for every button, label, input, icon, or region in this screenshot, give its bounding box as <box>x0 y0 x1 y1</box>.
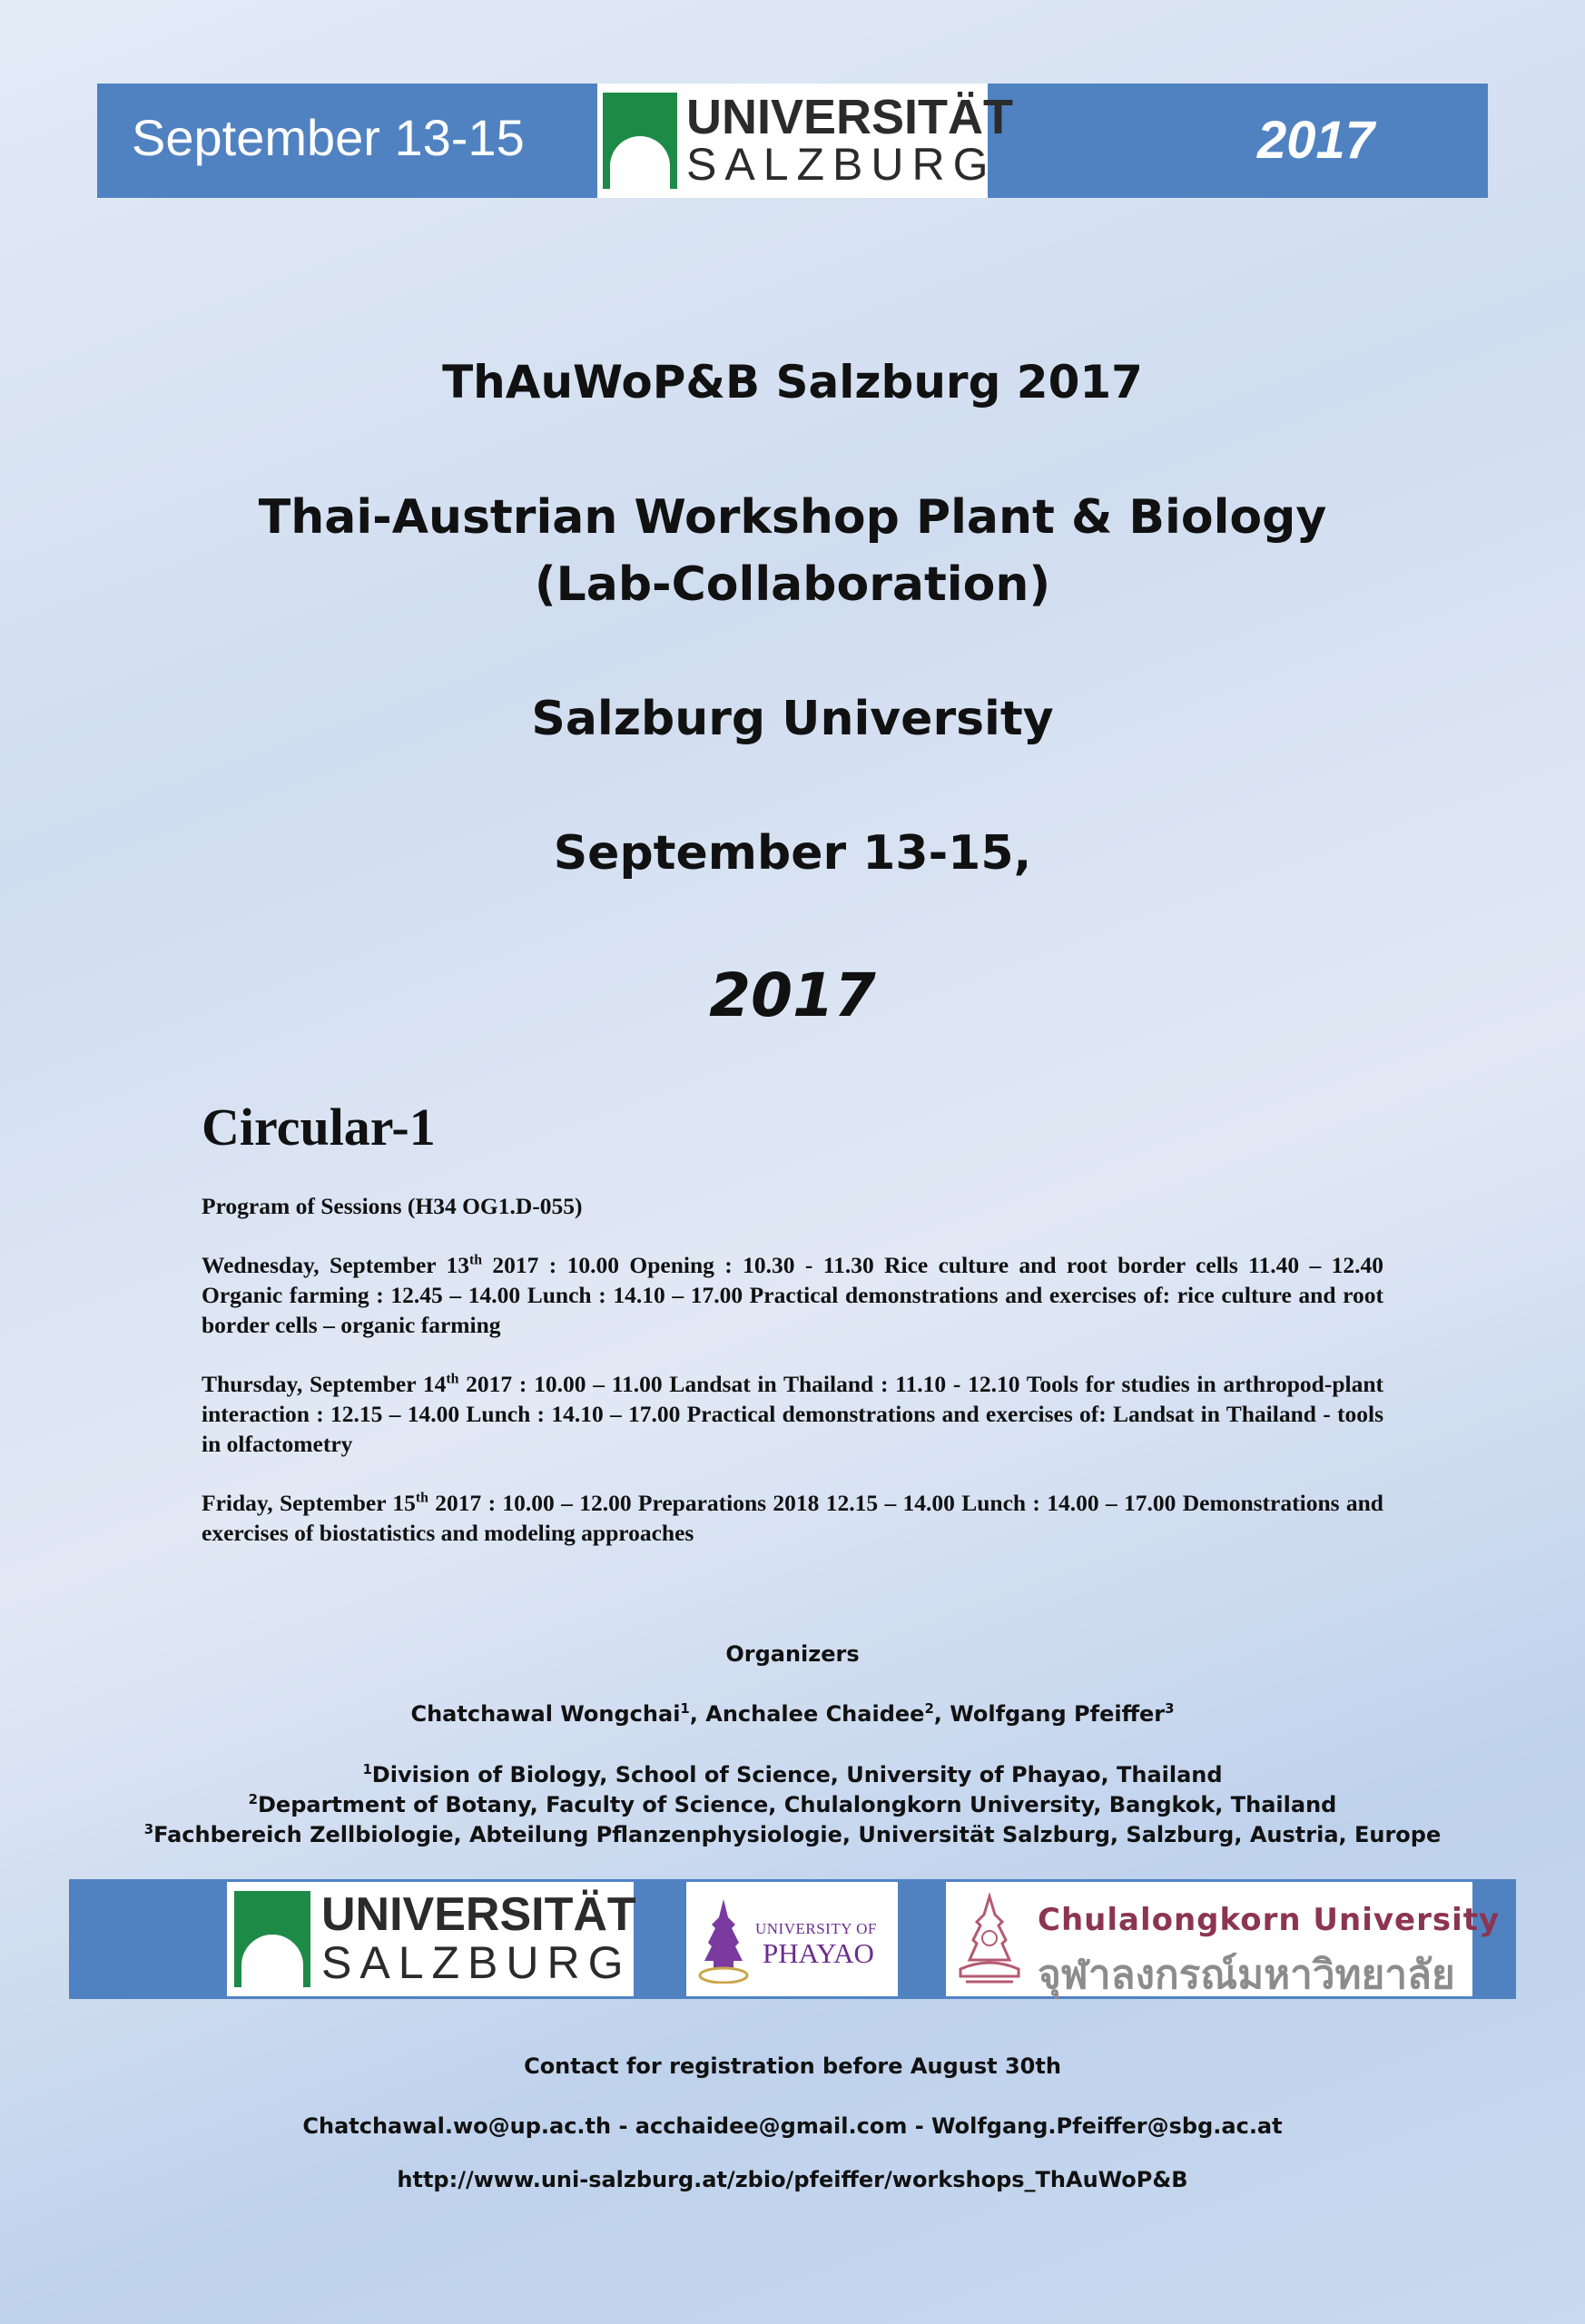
circular-heading: Circular-1 <box>202 1098 436 1157</box>
program-heading: Program of Sessions (H34 OG1.D-055) <box>202 1193 583 1219</box>
salzburg-logo-line1: UNIVERSITÄT <box>686 90 1014 144</box>
salzburg-logo-line1: UNIVERSITÄT <box>321 1888 636 1941</box>
event-year: 2017 <box>709 960 876 1030</box>
phayao-emblem-icon <box>695 1897 752 1984</box>
salzburg-logo-top <box>597 84 1014 198</box>
affiliation-1: $^1$Division of Biology, School of Science, University of Phayao, Thailand <box>362 1761 1223 1787</box>
organizers-names: Chatchawal Wongchai$^1$, Anchalee Chaidee$^2$, Wolfgang Pfeiffer$^3$ <box>410 1700 1175 1727</box>
contact-heading: Contact for registration before August 30th <box>524 2053 1061 2079</box>
organizers-heading: Organizers <box>725 1641 860 1667</box>
session-friday: Friday, September 15th 2017 : 10.00 – 12.00 Preparations 2018 12.15 – 14.00 Lunch : 14.00 – 17.00 Demonstrations and exercises of biostatistics and modeling approaches <box>202 1490 1383 1546</box>
venue-title: Salzburg University <box>531 692 1054 746</box>
event-acronym: ThAuWoP&B Salzburg 2017 <box>442 356 1143 409</box>
phayao-logo-line2: PHAYAO <box>763 1937 874 1969</box>
banner-date: September 13-15 <box>132 109 525 166</box>
affiliation-2: $^2$Department of Botany, Faculty of Science, Chulalongkorn University, Bangkok, Thailand <box>248 1791 1337 1817</box>
banner-year: 2017 <box>1256 111 1374 170</box>
contact-url-link[interactable]: http://www.uni-salzburg.at/zbio/pfeiffer/workshops_ThAuWoP&B <box>397 2167 1188 2192</box>
organizer-name: Chatchawal Wongchai <box>410 1701 681 1727</box>
chulalongkorn-logo-line1: Chulalongkorn University <box>1038 1902 1501 1938</box>
salzburg-logo-bottom <box>227 1882 634 1996</box>
workshop-title-line1: Thai-Austrian Workshop Plant & Biology <box>258 490 1327 545</box>
salzburg-arch-icon <box>603 93 677 189</box>
organizer-name: Anchalee Chaidee <box>705 1701 925 1727</box>
chulalongkorn-logo-line2: จุฬาลงกรณ์มหาวิทยาลัย <box>1038 1952 1455 1998</box>
affiliation-3: $^3$Fachbereich Zellbiologie, Abteilung Pflanzenphysiologie, Universität Salzburg, Salzburg, Austria, Europe <box>143 1821 1442 1847</box>
session-thursday: Thursday, September 14th 2017 : 10.00 – 11.00 Landsat in Thailand : 11.10 - 12.10 Tools for studies in arthropod-plant interaction : 12.15 – 14.00 Lunch : 14.10 – 17.00 Practical demonstrations and exercises of: Landsat in Thailand - tools in olfactometry <box>202 1371 1384 1457</box>
salzburg-logo-line2: SALZBURG <box>321 1937 632 1988</box>
phayao-logo-line1: UNIVERSITY OF <box>755 1920 877 1937</box>
organizer-name: Wolfgang Pfeiffer <box>950 1701 1166 1727</box>
contact-emails[interactable]: Chatchawal.wo@up.ac.th - acchaidee@gmail.com - Wolfgang.Pfeiffer@sbg.ac.at <box>302 2113 1283 2139</box>
session-wednesday: Wednesday, September 13th 2017 : 10.00 Opening : 10.30 - 11.30 Rice culture and root border cells 11.40 – 12.40 Organic farming : 12.45 – 14.00 Lunch : 14.10 – 17.00 Practical demonstrations and exercises of: rice culture and root border cells – organic farming <box>202 1252 1383 1338</box>
event-date: September 13-15, <box>553 826 1032 881</box>
salzburg-logo-line2: SALZBURG <box>686 139 997 190</box>
chulalongkorn-emblem-icon <box>953 1893 1026 1988</box>
salzburg-arch-icon <box>234 1891 310 1987</box>
workshop-title-line2: (Lab-Collaboration) <box>534 557 1051 612</box>
